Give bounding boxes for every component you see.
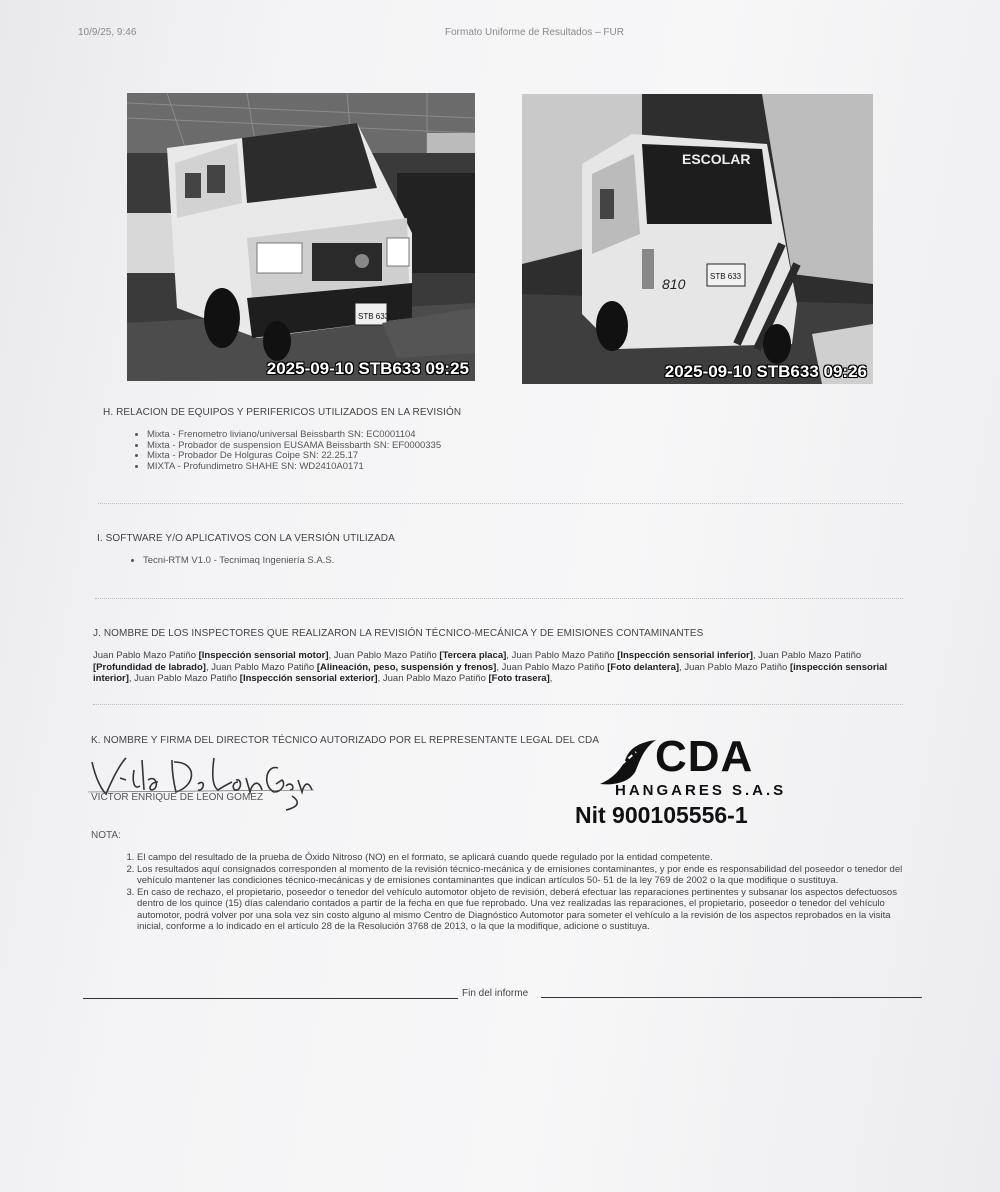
section-h-title: H. RELACION DE EQUIPOS Y PERIFERICOS UTILIZADOS EN LA REVISIÓN <box>103 407 462 418</box>
cda-brand: CDA <box>655 732 754 781</box>
section-divider <box>93 704 903 705</box>
equipment-list <box>131 430 441 472</box>
cda-logo-icon <box>596 738 660 788</box>
rear-plate-text: STB 633 <box>710 272 742 281</box>
front-vehicle-photo <box>127 93 475 381</box>
director-name: VICTOR ENRIQUE DE LEON GOMEZ <box>91 792 264 803</box>
rear-van-image <box>522 94 873 384</box>
end-line-left <box>83 998 458 999</box>
rear-escolar-sign: ESCOLAR <box>682 151 751 167</box>
end-of-report: Fin del informe <box>462 988 529 999</box>
section-divider <box>95 598 903 599</box>
front-photo-caption: 2025-09-10 STB633 09:25 <box>266 359 469 378</box>
note-item: 3. En caso de rechazo, el propietario, poseedor o tenedor del vehículo automotor objeto de revisión, deberá efectuar las reparaciones pertinentes y subsanar los aspectos defectuosos dentro de los quince (15) días calendario contados a partir de la fecha en que fue reprobado. Una vez realizadas las reparaciones, el propietario, poseedor o tenedor del vehículo automotor, podrá volver por una sola vez sin costo alguno al mismo Centro de Diagnóstico Automotor para someter el vehículo a la revisión de los aspectos reprobados en la visita inicial, conforme a lo indicado en el artículo 28 de la Resolución 3768 de 2013, o la que la modifique, adicione o sustituya. <box>137 887 915 933</box>
document-title: Formato Uniforme de Resultados – FUR <box>445 27 624 38</box>
nota-title: NOTA: <box>91 830 121 841</box>
section-j-title: J. NOMBRE DE LOS INSPECTORES QUE REALIZARON LA REVISIÓN TÉCNICO-MECÁNICA Y DE EMISIONES CONTAMINANTES <box>93 628 704 639</box>
rear-photo-caption: 2025-09-10 STB633 09:26 <box>664 362 867 381</box>
software-item: • Tecni-RTM V1.0 - Tecnimaq Ingeniería S.A.S. <box>143 556 334 567</box>
equipment-item: • MIXTA - Profundimetro SHAHE SN: WD2410A0171 <box>147 462 441 473</box>
front-plate-text: STB 633 <box>358 312 390 321</box>
inspectors-paragraph: Juan Pablo Mazo Patiño [Inspección sensorial motor], Juan Pablo Mazo Patiño [Tercera placa], Juan Pablo Mazo Patiño [Inspección sensorial inferior], Juan Pablo Mazo Patiño [Profundidad de labrado], Juan Pablo Mazo Patiño [Alineación, peso, suspensión y frenos], Juan Pablo Mazo Patiño [Foto delantera], Juan Pablo Mazo Patiño [inspección sensorial interior], Juan Pablo Mazo Patiño [Inspección sensorial exterior], Juan Pablo Mazo Patiño [Foto trasera], <box>93 650 888 684</box>
end-line-right <box>541 997 922 998</box>
equipment-item: • Mixta - Frenometro liviano/universal Beissbarth SN: EC0001104 <box>147 430 441 441</box>
notes-list <box>123 852 915 933</box>
software-list <box>127 556 334 567</box>
note-item: 2. Los resultados aquí consignados corresponden al momento de la revisión técnico-mecánica y de emisiones contaminantes, y por ende es responsabilidad del poseedor o tenedor del vehículo mantener las condiciones técnico-mecánicas y de emisiones contaminantes que indican artículos 50- 51 de la ley 769 de 2002 o la que modifique o sustituya. <box>137 864 915 887</box>
section-divider <box>98 503 903 504</box>
equipment-item: • Mixta - Probador De Holguras Coipe SN: 22.25.17 <box>147 451 441 462</box>
section-k-title: K. NOMBRE Y FIRMA DEL DIRECTOR TÉCNICO AUTORIZADO POR EL REPRESENTANTE LEGAL DEL CDA <box>91 735 600 746</box>
company-name: HANGARES S.A.S <box>615 782 787 799</box>
rear-unit-number: 810 <box>662 276 686 292</box>
equipment-item: • Mixta - Probador de suspension EUSAMA Beissbarth SN: EF0000335 <box>147 441 441 452</box>
company-nit: Nit 900105556-1 <box>575 802 748 828</box>
print-timestamp: 10/9/25, 9:46 <box>78 27 137 38</box>
rear-vehicle-photo <box>522 94 873 384</box>
note-item: 1. El campo del resultado de la prueba de Óxido Nitroso (NO) en el formato, se aplicará cuando quede regulado por la entidad competente. <box>137 852 915 864</box>
front-van-image <box>127 93 475 381</box>
section-i-title: I. SOFTWARE Y/O APLICATIVOS CON LA VERSIÓN UTILIZADA <box>97 533 395 544</box>
